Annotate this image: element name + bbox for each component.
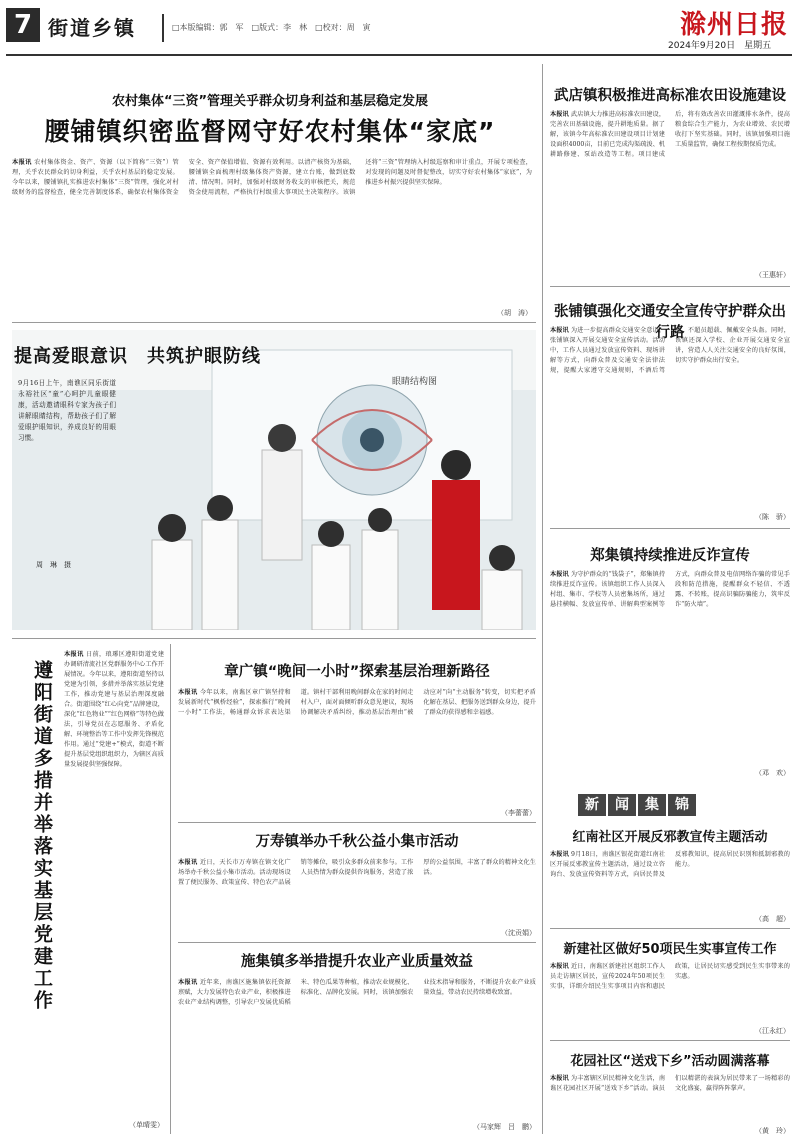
- brief-2-text: 近日，南谯区新建社区组织工作人员走访辖区居民，宣传2024年50项民生实事，详细介绍民生实事项目内容和惠民政策，让居民切实感受到民生实事带来的实惠。: [550, 963, 790, 990]
- main-article-body: [12, 158, 532, 306]
- brief-1-author: （高 超）: [755, 915, 790, 923]
- news-brief-banner-char: 集: [638, 794, 666, 816]
- right-article-3-text: 为守护群众的“钱袋子”，郑集镇持续推进反诈宣传。该镇组织工作人员深入村组、集市、学校等人员密集场所，通过悬挂横幅、发放宣传单、讲解典型案例等方式，向群众普及电信网络诈骗的常见手段和防范措施，提醒群众不轻信、不透露、不转账，提高识骗防骗能力，筑牢反诈“防火墙”。: [550, 571, 790, 608]
- issue-date: 2024年9月20日 星期五: [668, 41, 772, 51]
- paper-logo: 滁州日报: [680, 10, 789, 40]
- section-divider: [162, 14, 164, 42]
- divider: [12, 638, 536, 639]
- divider: [178, 822, 536, 823]
- feature-body: [64, 650, 164, 1110]
- center-article-3-author: （马家辉 吕 鹏）: [473, 1123, 536, 1131]
- classroom-illustration: [12, 330, 536, 630]
- center-article-1-lead: 本报讯: [178, 689, 198, 696]
- center-article-2-headline: 万寿镇举办千秋公益小集市活动: [255, 834, 459, 850]
- brief-1-lead: 本报讯: [550, 851, 569, 858]
- section-name: 街道乡镇: [48, 16, 136, 40]
- staff-credits: □本版编辑：郭 军 □版式：李 林 □校对：周 寅: [172, 23, 371, 32]
- feature-vertical-headline: 遵阳街道多措并举落实基层党建工作: [31, 660, 53, 1012]
- page-number: 7: [6, 8, 40, 42]
- center-article-1-text: 今年以来，南谯区章广镇坚持和发展新时代“枫桥经验”，探索推行“晚间一小时”工作法，畅通群众诉求表达渠道。镇村干部利用晚间群众在家的时间走村入户，面对面倾听群众意见建议，现场协调解决矛盾纠纷，推动基层治理由“被动应对”向“主动服务”转变，切实把矛盾化解在基层、把服务送到群众身边，提升了群众的获得感和幸福感。: [178, 689, 536, 716]
- main-article-lead: 本报讯: [12, 159, 32, 166]
- brief-3-author: （黄 玲）: [755, 1127, 790, 1135]
- right-article-2-lead: 本报讯: [550, 327, 569, 334]
- main-kicker: 农村集体“三资”管理关乎群众切身利益和基层稳定发展: [111, 94, 429, 109]
- divider: [542, 64, 543, 1134]
- right-article-2-body: [550, 326, 790, 510]
- right-article-3-headline: 郑集镇持续推进反诈宣传: [590, 548, 750, 564]
- brief-3-text: 为丰富辖区居民精神文化生活，南谯区花园社区开展“送戏下乡”活动。演员们以精湛的表演为居民带来了一场精彩的文化盛宴，赢得阵阵掌声。: [550, 1075, 790, 1092]
- brief-3-body: [550, 1074, 790, 1124]
- center-article-1-author: （李蕾蕾）: [501, 809, 536, 817]
- right-article-1-text: 武店镇大力推进高标准农田建设，完善农田基础设施，提升耕地质量。据了解，该镇今年高标准农田建设项目计划建设面积4000亩，目前已完成沟渠疏浚、机耕路修建、泵站改造等工程。项目建成后，将有效改善农田灌溉排水条件，提高粮食综合生产能力，为农业增效、农民增收打下坚实基础。同时，该镇加强项目施工质量监管，确保工程按期保质完成。: [550, 111, 790, 158]
- right-article-2-text: 为进一步提高群众交通安全意识，张铺镇深入开展交通安全宣传活动。活动中，工作人员通过发放宣传资料、现场讲解等方式，向群众普及交通安全法律法规，提醒大家遵守交通规则，不酒后驾驶、不超员超载、佩戴安全头盔。同时，该镇还深入学校、企业开展交通安全宣讲，营造人人关注交通安全的良好氛围，切实守护群众出行安全。: [550, 327, 790, 374]
- news-brief-banner-char: 闻: [608, 794, 636, 816]
- feature-lead: 本报讯: [64, 651, 84, 658]
- masthead: [0, 0, 798, 58]
- center-article-2-lead: 本报讯: [178, 859, 198, 866]
- center-article-3-lead: 本报讯: [178, 979, 198, 986]
- photo-title: 提高爱眼意识 共筑护眼防线: [14, 346, 261, 367]
- feature-author: （单晴雯）: [129, 1121, 164, 1129]
- brief-1-body: [550, 850, 790, 914]
- divider: [170, 644, 171, 1134]
- news-photo: [12, 330, 536, 630]
- main-article-author: （胡 涛）: [497, 309, 532, 317]
- photo-author: 周 琳 摄: [36, 561, 71, 569]
- brief-1-headline: 红南社区开展反邪教宣传主题活动: [572, 830, 768, 845]
- right-article-2-headline: 张铺镇强化交通安全宣传守护群众出行路: [554, 304, 786, 341]
- main-headline: 腰铺镇织密监督网守好农村集体“家底”: [44, 117, 496, 146]
- brief-2-headline: 新建社区做好50项民生实事宣传工作: [563, 942, 777, 957]
- center-article-3-text: 近年来，南谯区施集镇依托资源禀赋，大力发展特色农业产业，积极推进农业产业结构调整，引导农户发展优质稻米、特色瓜果等种植，推动农业规模化、标准化、品牌化发展。同时，该镇加强农业技术指导和服务，不断提升农业产业质量效益，带动农民持续增收致富。: [178, 979, 536, 1006]
- news-brief-banner-char: 锦: [668, 794, 696, 816]
- divider: [550, 528, 790, 529]
- brief-1-text: 9月18日，南谯区银花街道红南社区开展反邪教宣传主题活动，通过设立咨询台、发放宣传资料等方式，向居民普及反邪教知识，提高居民识别和抵制邪教的能力。: [550, 851, 790, 878]
- center-article-1-headline: 章广镇“晚间一小时”探索基层治理新路径: [224, 664, 490, 680]
- feature-text: 日前，琅琊区遵阳街道党建办调研清流社区党群服务中心工作开展情况。今年以来，遵阳街道坚持以党建为引领，多措并举落实基层党建工作，推动党建与基层治理深度融合。街道围绕“红心向党”品牌建设，深化“红色物业”“红色网格”等特色做法，引导党员在志愿服务、矛盾化解、环境整治等工作中发挥先锋模范作用。通过“党建+”模式，街道不断提升基层党组织组织力，为辖区高质量发展提供坚强保障。: [64, 651, 164, 768]
- center-article-2-author: （沈贡娟）: [501, 929, 536, 937]
- divider: [550, 1040, 790, 1041]
- right-article-1-lead: 本报讯: [550, 111, 569, 118]
- right-article-1-headline: 武店镇积极推进高标准农田设施建设: [554, 88, 786, 104]
- news-brief-banner-char: 新: [578, 794, 606, 816]
- center-article-2-text: 近日，天长市万寿镇在镇文化广场举办千秋公益小集市活动。活动现场设置了便民服务、政策宣传、特色农产品展销等摊位，吸引众多群众前来参与。工作人员热情为群众提供咨询服务，营造了浓厚的公益氛围，丰富了群众的精神文化生活。: [178, 859, 536, 886]
- right-article-1-author: （王惠轩）: [755, 271, 790, 279]
- right-article-3-author: （邓 欢）: [755, 769, 790, 777]
- center-article-3-headline: 施集镇多举措提升农业产业质量效益: [241, 954, 473, 970]
- divider: [550, 286, 790, 287]
- brief-2-author: （江永红）: [755, 1027, 790, 1035]
- divider: [178, 942, 536, 943]
- eye-chart-label: 眼睛结构图: [392, 377, 438, 387]
- right-article-3-lead: 本报讯: [550, 571, 569, 578]
- brief-3-headline: 花园社区“送戏下乡”活动圆满落幕: [570, 1054, 770, 1069]
- photo-caption: 9月16日上午，南谯区同乐街道永裕社区“童”心呵护儿童眼健康，活动邀请眼科专家为孩子们讲解眼睛结构，帮助孩子们了解爱眼护眼知识，养成良好的用眼习惯。: [18, 379, 116, 442]
- main-article-text: 农村集体资金、资产、资源（以下简称“三资”）管理，关乎农民群众的切身利益，关乎农村基层的稳定发展。今年以来，腰铺镇扎实推进农村集体“三资”管理，强化对村级财务的监督检查，健全完善制度体系，确保农村集体资金安全、资产保值增值、资源有效利用。以清产核资为基础，腰铺镇全面梳理村级集体资产资源，建立台账，做到底数清、情况明。同时，加强对村级财务收支的审核把关，规范资金使用流程，严格执行村级重大事项民主决策程序。该镇还将“三资”管理纳入村级巡察和审计重点，开展专项检查，对发现的问题及时督促整改，切实守好农村集体“家底”，为推进乡村振兴提供坚实保障。: [12, 159, 532, 196]
- right-article-1-body: [550, 110, 790, 270]
- right-article-3-body: [550, 570, 790, 766]
- news-brief-banner: [578, 794, 714, 816]
- right-article-2-author: （陈 骄）: [755, 513, 790, 521]
- masthead-rule: [6, 54, 792, 56]
- brief-2-lead: 本报讯: [550, 963, 569, 970]
- brief-3-lead: 本报讯: [550, 1075, 569, 1082]
- brief-2-body: [550, 962, 790, 1026]
- divider: [550, 928, 790, 929]
- center-article-2-body: [178, 858, 536, 928]
- center-article-3-body: [178, 978, 536, 1118]
- center-article-1-body: [178, 688, 536, 806]
- divider: [12, 322, 536, 323]
